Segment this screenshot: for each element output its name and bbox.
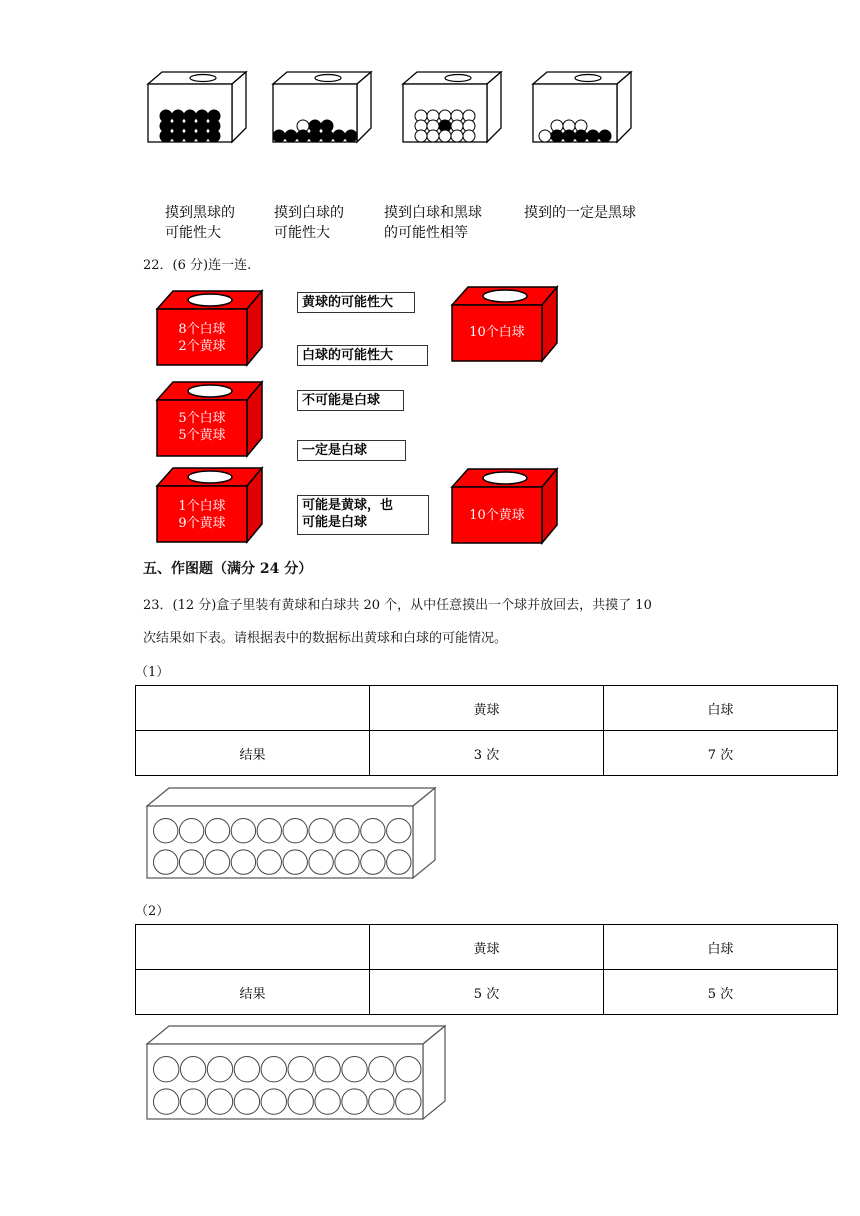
empty-ball: [315, 1089, 340, 1114]
ball-boxes-figure: [140, 70, 650, 150]
table-header-row: [136, 686, 838, 731]
red-box-left-1-text: 8个白球 2个黄球: [178, 322, 226, 354]
empty-ball: [396, 1089, 421, 1114]
ball: [427, 130, 439, 142]
q22-title: 22．(6 分)连一连.: [143, 258, 252, 273]
empty-ball: [179, 850, 203, 874]
empty-ball: [309, 819, 333, 843]
option-surely-white: 一定是白球: [297, 440, 406, 461]
ball: [309, 130, 321, 142]
empty-ball: [283, 850, 307, 874]
ball: [345, 130, 357, 142]
empty-ball: [342, 1057, 367, 1082]
top-label-2: 摸到白球的 可能性大: [274, 205, 344, 241]
table-cell: 7 次: [604, 731, 838, 776]
empty-ball: [179, 819, 203, 843]
box-opening: [315, 75, 341, 82]
table-cell: 5 次: [370, 970, 604, 1015]
option-white-likely: 白球的可能性大: [297, 345, 428, 366]
table-cell: 5 次: [604, 970, 838, 1015]
empty-ball: [335, 819, 359, 843]
box-top: [147, 788, 435, 806]
box-opening: [190, 75, 216, 82]
ball: [415, 130, 427, 142]
empty-ball: [154, 1057, 179, 1082]
empty-ball: [234, 1057, 259, 1082]
empty-ball: [261, 1089, 286, 1114]
ball: [439, 130, 451, 142]
box-opening: [445, 75, 471, 82]
ball-box-side: [487, 72, 501, 142]
red-box-left-2-text: 5个白球 5个黄球: [178, 411, 226, 443]
q23-part-2-label: （2）: [135, 904, 170, 919]
table-cell: 结果: [136, 731, 370, 776]
empty-ball: [288, 1057, 313, 1082]
table-cell: [136, 925, 370, 970]
empty-ball: [207, 1089, 232, 1114]
ball-box-side: [617, 72, 631, 142]
table-row: [136, 970, 838, 1015]
q23-table-1: [135, 685, 838, 776]
empty-ball: [180, 1057, 205, 1082]
top-label-3: 摸到白球和黑球 的可能性相等: [384, 205, 482, 241]
ball: [196, 130, 208, 142]
empty-ball: [261, 1057, 286, 1082]
option-not-white: 不可能是白球: [297, 390, 404, 411]
table-cell: 黄球: [370, 925, 604, 970]
empty-ball: [396, 1057, 421, 1082]
table-cell: [136, 686, 370, 731]
ball: [575, 130, 587, 142]
q23-part-1-label: （1）: [135, 665, 170, 680]
ball: [321, 130, 333, 142]
q23-table-2: [135, 924, 838, 1015]
ball: [563, 130, 575, 142]
box-opening: [575, 75, 601, 82]
red-box-right-2: [450, 467, 560, 545]
table-cell: 白球: [604, 925, 838, 970]
empty-ball-box-2: [145, 1024, 455, 1124]
ball: [333, 130, 345, 142]
top-label-4: 摸到的一定是黑球: [524, 205, 636, 221]
top-label-1: 摸到黑球的 可能性大: [165, 205, 235, 241]
ball: [160, 130, 172, 142]
empty-ball: [369, 1057, 394, 1082]
ball: [208, 130, 220, 142]
empty-ball: [315, 1057, 340, 1082]
ball: [297, 130, 309, 142]
empty-ball: [361, 850, 385, 874]
ball: [463, 130, 475, 142]
empty-ball: [342, 1089, 367, 1114]
table-cell: 结果: [136, 970, 370, 1015]
q23-line-1: 23．(12 分)盒子里装有黄球和白球共 20 个，从中任意摸出一个球并放回去，共摸了 10: [143, 598, 652, 613]
section-5-title: 五、作图题（满分 24 分）: [143, 561, 313, 577]
empty-ball: [288, 1089, 313, 1114]
ball: [451, 130, 463, 142]
table-cell: 黄球: [370, 686, 604, 731]
ball: [551, 130, 563, 142]
empty-ball: [387, 819, 411, 843]
ball: [587, 130, 599, 142]
red-box-right-1-text: 10个白球: [469, 325, 525, 340]
q23-line-2: 次结果如下表。请根据表中的数据标出黄球和白球的可能情况。: [143, 631, 508, 646]
red-box-right-2-text: 10个黄球: [469, 508, 525, 523]
ball: [184, 130, 196, 142]
table-cell: 白球: [604, 686, 838, 731]
empty-ball: [207, 1057, 232, 1082]
empty-ball: [231, 850, 255, 874]
ball-box-side: [232, 72, 246, 142]
ball: [539, 130, 551, 142]
table-header-row: [136, 925, 838, 970]
empty-ball-box-1: [145, 786, 445, 884]
ball: [285, 130, 297, 142]
empty-ball: [154, 819, 178, 843]
empty-ball: [234, 1089, 259, 1114]
empty-ball: [205, 819, 229, 843]
empty-ball: [387, 850, 411, 874]
table-cell: 3 次: [370, 731, 604, 776]
empty-ball: [154, 850, 178, 874]
empty-ball: [205, 850, 229, 874]
ball: [273, 130, 285, 142]
empty-ball: [180, 1089, 205, 1114]
empty-ball: [361, 819, 385, 843]
empty-ball: [309, 850, 333, 874]
option-yellow-likely: 黄球的可能性大: [297, 292, 415, 313]
box-top: [147, 1026, 445, 1044]
empty-ball: [283, 819, 307, 843]
empty-ball: [369, 1089, 394, 1114]
empty-ball: [257, 819, 281, 843]
option-maybe-either: 可能是黄球，也 可能是白球: [297, 495, 429, 535]
empty-ball: [154, 1089, 179, 1114]
empty-ball: [335, 850, 359, 874]
ball: [599, 130, 611, 142]
ball: [172, 130, 184, 142]
table-row: [136, 731, 838, 776]
red-box-left-3-text: 1个白球 9个黄球: [178, 499, 226, 531]
empty-ball: [231, 819, 255, 843]
ball-box-side: [357, 72, 371, 142]
empty-ball: [257, 850, 281, 874]
